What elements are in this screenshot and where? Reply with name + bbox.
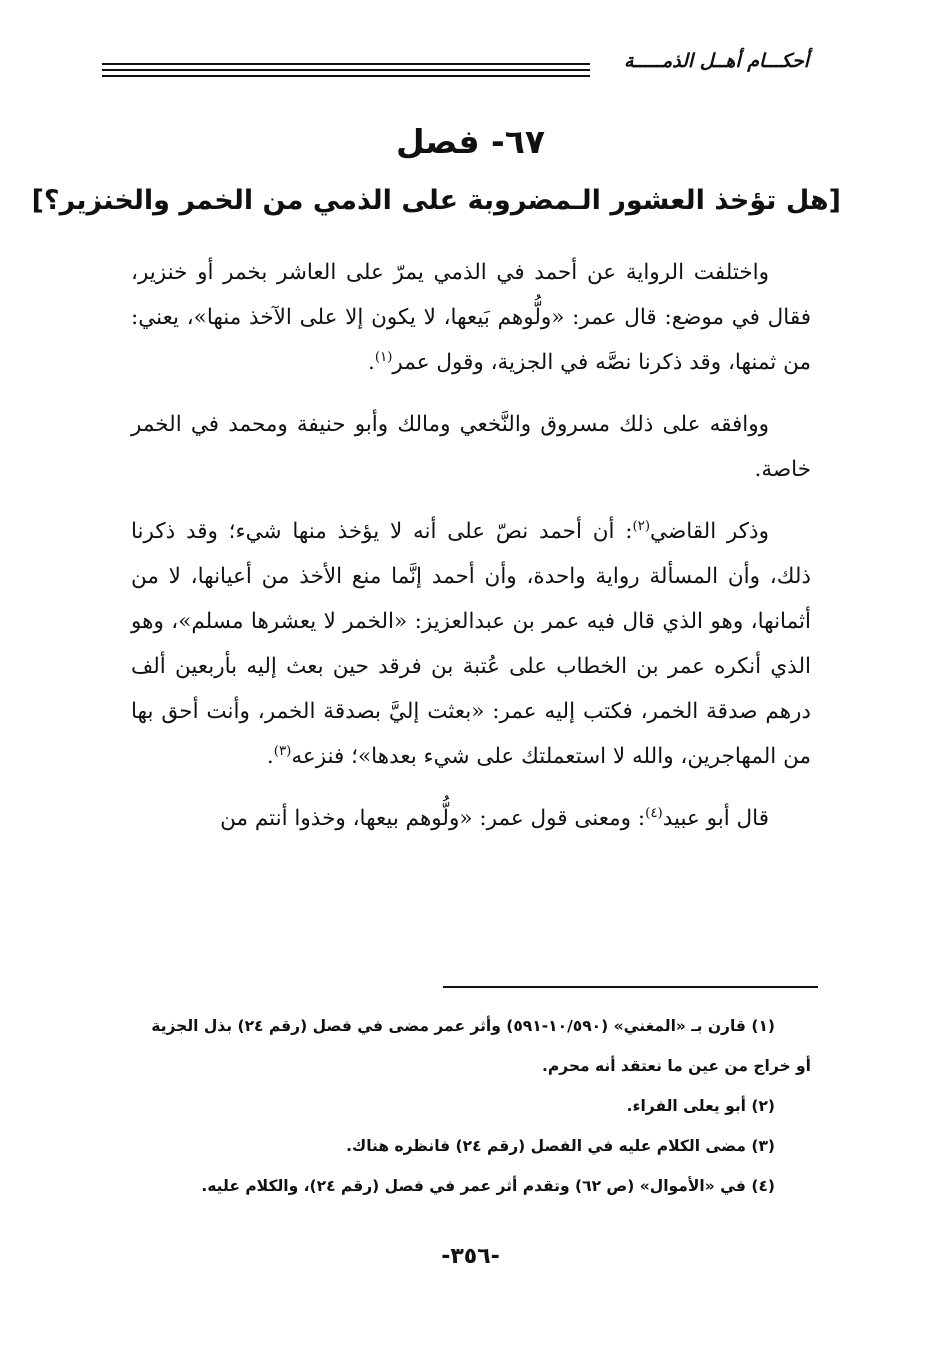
footnote-4: (٤) في «الأموال» (ص ٦٢) وتقدم أثر عمر في فصل (رقم ٢٤)، والكلام عليه.	[201, 1177, 775, 1195]
footnote-ref-1: (١)	[374, 349, 393, 365]
footnote-ref-4: (٤)	[645, 805, 663, 821]
paragraph-3-end: .	[266, 744, 274, 769]
footnote-2: (٢) أبو يعلى الفراء.	[626, 1097, 775, 1115]
footnote-rule	[443, 986, 818, 988]
chapter-number: ٦٧- فصل	[395, 122, 546, 161]
paragraph-3-text-start: وذكر القاضي	[650, 519, 769, 544]
paragraph-4-text: : ومعنى قول عمر: «ولُّوهم بيعها، وخذوا أنتم من	[220, 806, 646, 831]
paragraph-4-text-start: قال أبو عبيد	[662, 806, 769, 831]
paragraph-3	[131, 509, 811, 779]
paragraph-2-text: ووافقه على ذلك مسروق والنَّخعي ومالك وأبو حنيفة ومحمد في الخمر خاصة.	[131, 412, 811, 482]
footnote-ref-3: (٣)	[273, 743, 292, 759]
chapter-title: [هل تؤخذ العشور الـمضروبة على الذمي من الخمر والخنزير؟]	[31, 185, 841, 216]
paragraph-3-text: : أن أحمد نصّ على أنه لا يؤخذ منها شيء؛ وقد ذكرنا ذلك، وأن المسألة رواية واحدة، وأن أحمد إنَّما منع الأخذ من أعيانها، لا من أثمانها، وهو الذي قال فيه عمر بن عبدالعزيز: «الخمر لا يعشرها مسلم»، وهو الذي أنكره عمر بن الخطاب على عُتبة بن فرقد حين بعث إليه بأربعين ألف درهم صدقة الخمر، فكتب إليه عمر: «بعثت إليَّ بصدقة الخمر، وأنت أحق بها من المهاجرين، والله لا استعملتك على شيء بعدها»؛ فنزعه	[131, 519, 811, 769]
footnote-3: (٣) مضى الكلام عليه في الفصل (رقم ٢٤) فانظره هناك.	[346, 1137, 775, 1155]
header-rule-middle	[102, 69, 590, 71]
paragraph-1-text: واختلفت الرواية عن أحمد في الذمي يمرّ على العاشر بخمر أو خنزير، فقال في موضع: قال عمر: «ولُّوهم بَيعها، لا يكون إلا على الآخذ منها»، يعني: من ثمنها، وقد ذكرنا نصَّه في الجزية، وقول عمر	[131, 260, 811, 375]
footnote-1: (١) قارن بـ «المغني» (١٠/٥٩٠-٥٩١) وأثر عمر مضى في فصل (رقم ٢٤) بذل الجزية أو خراج من عين ما نعتقد أنه محرم.	[151, 1017, 811, 1075]
paragraph-1	[131, 250, 811, 385]
header-rule-bottom	[102, 75, 590, 77]
paragraph-1-end: .	[367, 350, 375, 375]
paragraph-4	[131, 796, 811, 841]
body-text	[131, 250, 811, 841]
footnote-ref-2: (٢)	[632, 518, 651, 534]
paragraph-2	[131, 402, 811, 492]
running-head: أحكـــام أهــل الذمـــــة	[623, 50, 809, 72]
page-number: -٣٥٦-	[441, 1244, 500, 1269]
footnotes	[131, 1006, 811, 1206]
header-rule-top	[102, 63, 590, 65]
